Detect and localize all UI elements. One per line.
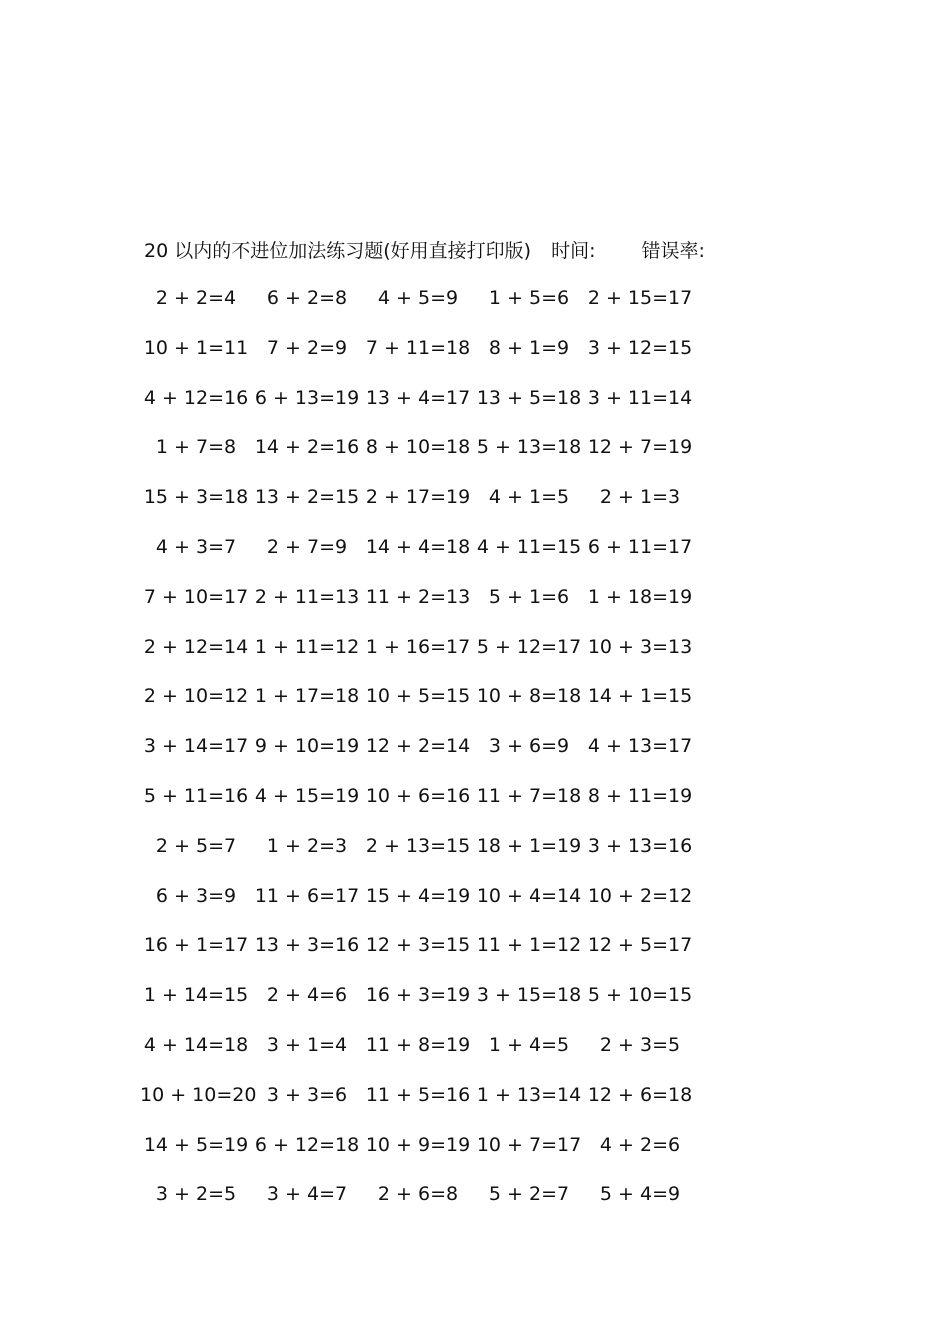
problem-item: 6 + 12=18 (254, 1133, 360, 1156)
problem-item: 2 + 4=6 (266, 984, 348, 1007)
problem-item: 6 + 11=17 (587, 535, 693, 558)
problem-item: 12 + 5=17 (587, 934, 693, 957)
problem-item: 18 + 1=19 (476, 834, 582, 857)
problem-item: 4 + 12=16 (143, 386, 249, 409)
problem-item: 10 + 3=13 (587, 635, 693, 658)
problem-item: 10 + 2=12 (587, 884, 693, 907)
problem-item: 2 + 11=13 (254, 585, 360, 608)
problem-item: 3 + 6=9 (488, 735, 570, 758)
problem-item: 5 + 2=7 (488, 1183, 570, 1206)
problem-row (140, 384, 730, 434)
problem-item: 10 + 9=19 (365, 1133, 471, 1156)
problem-row (140, 1031, 730, 1081)
problem-item: 10 + 1=11 (143, 336, 249, 359)
problem-row (140, 633, 730, 683)
problem-item: 8 + 11=19 (587, 784, 693, 807)
problem-item: 3 + 11=14 (587, 386, 693, 409)
problem-row (140, 782, 730, 832)
problem-item: 2 + 17=19 (365, 486, 471, 509)
problem-row (140, 1180, 730, 1230)
problem-item: 2 + 2=4 (155, 287, 237, 309)
problem-item: 10 + 10=20 (140, 1083, 257, 1106)
problem-item: 4 + 13=17 (587, 735, 693, 758)
problem-item: 11 + 2=13 (365, 585, 471, 608)
problem-item: 12 + 2=14 (365, 735, 471, 758)
problem-item: 14 + 4=18 (365, 535, 471, 558)
problem-item: 7 + 10=17 (143, 585, 249, 608)
problem-item: 2 + 3=5 (599, 1033, 681, 1056)
problem-item: 3 + 2=5 (155, 1183, 237, 1206)
problem-item: 3 + 14=17 (143, 735, 249, 758)
problem-row (140, 483, 730, 533)
problem-item: 1 + 11=12 (254, 635, 360, 658)
problem-item: 5 + 10=15 (587, 984, 693, 1007)
problem-item: 5 + 13=18 (476, 436, 582, 459)
problem-item: 15 + 4=19 (365, 884, 471, 907)
time-label: 时间: (551, 240, 596, 262)
problem-item: 4 + 2=6 (599, 1133, 681, 1156)
problem-grid (140, 284, 730, 1230)
problem-item: 14 + 2=16 (254, 436, 360, 459)
problem-item: 12 + 6=18 (587, 1083, 693, 1106)
problem-row (140, 732, 730, 782)
problem-item: 13 + 4=17 (365, 386, 471, 409)
problem-item: 5 + 12=17 (476, 635, 582, 658)
problem-item: 14 + 5=19 (143, 1133, 249, 1156)
problem-item: 12 + 7=19 (587, 436, 693, 459)
problem-item: 1 + 16=17 (365, 635, 471, 658)
problem-item: 1 + 5=6 (488, 287, 570, 309)
problem-item: 1 + 13=14 (476, 1083, 582, 1106)
worksheet-header (144, 236, 705, 264)
problem-item: 2 + 1=3 (599, 486, 681, 509)
problem-item: 1 + 2=3 (266, 834, 348, 857)
problem-item: 4 + 1=5 (488, 486, 570, 509)
problem-row (140, 284, 730, 334)
problem-item: 12 + 3=15 (365, 934, 471, 957)
problem-item: 3 + 15=18 (476, 984, 582, 1007)
problem-item: 10 + 5=15 (365, 685, 471, 708)
error-rate-label: 错误率: (641, 240, 705, 262)
problem-item: 5 + 11=16 (143, 784, 249, 807)
problem-item: 10 + 8=18 (476, 685, 582, 708)
problem-item: 1 + 14=15 (143, 984, 249, 1007)
problem-item: 1 + 18=19 (587, 585, 693, 608)
problem-item: 13 + 2=15 (254, 486, 360, 509)
problem-row (140, 981, 730, 1031)
problem-item: 1 + 17=18 (254, 685, 360, 708)
problem-item: 6 + 13=19 (254, 386, 360, 409)
problem-item: 8 + 10=18 (365, 436, 471, 459)
problem-item: 5 + 1=6 (488, 585, 570, 608)
problem-row (140, 682, 730, 732)
problem-item: 11 + 6=17 (254, 884, 360, 907)
problem-item: 3 + 13=16 (587, 834, 693, 857)
problem-item: 9 + 10=19 (254, 735, 360, 758)
problem-item: 2 + 12=14 (143, 635, 249, 658)
problem-item: 4 + 5=9 (377, 287, 459, 309)
problem-item: 4 + 14=18 (143, 1033, 249, 1056)
problem-item: 4 + 3=7 (155, 535, 237, 558)
problem-item: 6 + 2=8 (266, 287, 348, 309)
problem-item: 2 + 10=12 (143, 685, 249, 708)
problem-item: 1 + 7=8 (155, 436, 237, 459)
problem-item: 3 + 1=4 (266, 1033, 348, 1056)
problem-row (140, 433, 730, 483)
problem-row (140, 931, 730, 981)
problem-item: 2 + 5=7 (155, 834, 237, 857)
problem-item: 1 + 4=5 (488, 1033, 570, 1056)
problem-row (140, 1131, 730, 1181)
problem-item: 14 + 1=15 (587, 685, 693, 708)
problem-row (140, 882, 730, 932)
problem-item: 10 + 4=14 (476, 884, 582, 907)
worksheet-title: 20 以内的不进位加法练习题(好用直接打印版) (144, 240, 532, 262)
problem-item: 10 + 6=16 (365, 784, 471, 807)
problem-item: 4 + 11=15 (476, 535, 582, 558)
problem-item: 3 + 3=6 (266, 1083, 348, 1106)
problem-item: 3 + 4=7 (266, 1183, 348, 1206)
problem-item: 13 + 3=16 (254, 934, 360, 957)
problem-item: 4 + 15=19 (254, 784, 360, 807)
problem-item: 11 + 8=19 (365, 1033, 471, 1056)
problem-item: 2 + 7=9 (266, 535, 348, 558)
problem-item: 2 + 15=17 (587, 287, 693, 309)
problem-item: 15 + 3=18 (143, 486, 249, 509)
problem-item: 3 + 12=15 (587, 336, 693, 359)
problem-item: 7 + 2=9 (266, 336, 348, 359)
problem-row (140, 1081, 730, 1131)
problem-item: 2 + 6=8 (377, 1183, 459, 1206)
problem-item: 11 + 1=12 (476, 934, 582, 957)
problem-row (140, 334, 730, 384)
problem-item: 11 + 5=16 (365, 1083, 471, 1106)
problem-item: 5 + 4=9 (599, 1183, 681, 1206)
problem-item: 16 + 3=19 (365, 984, 471, 1007)
problem-item: 10 + 7=17 (476, 1133, 582, 1156)
problem-item: 11 + 7=18 (476, 784, 582, 807)
problem-item: 2 + 13=15 (365, 834, 471, 857)
problem-row (140, 533, 730, 583)
problem-item: 7 + 11=18 (365, 336, 471, 359)
problem-item: 6 + 3=9 (155, 884, 237, 907)
problem-row (140, 583, 730, 633)
problem-row (140, 832, 730, 882)
problem-item: 13 + 5=18 (476, 386, 582, 409)
problem-item: 16 + 1=17 (143, 934, 249, 957)
problem-item: 8 + 1=9 (488, 336, 570, 359)
